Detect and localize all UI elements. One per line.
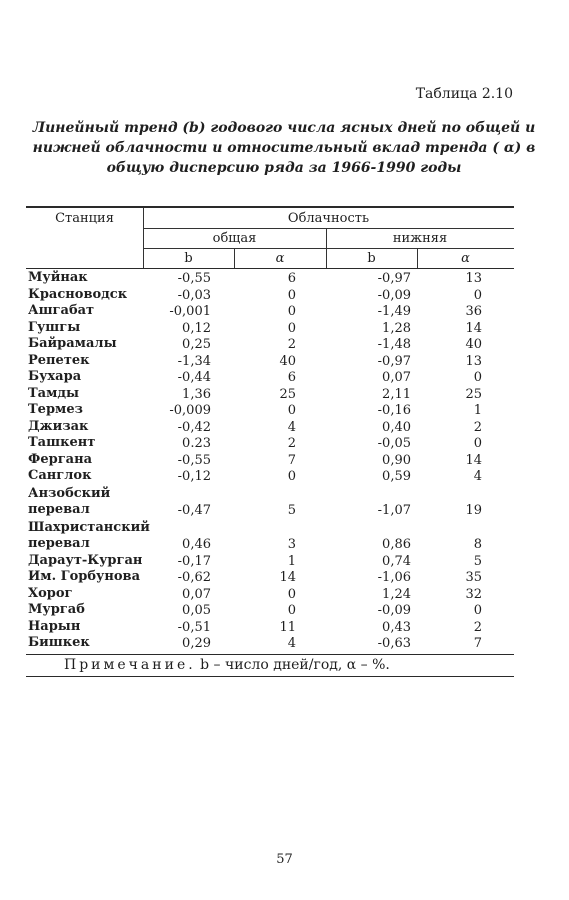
table-row (26, 619, 514, 636)
note-rule (26, 676, 514, 677)
header-cloudiness: Облачность (287, 211, 370, 226)
station-name: Санглок (28, 468, 92, 483)
station-name: Анзобский перевал (28, 485, 111, 517)
cell-alpha-total: 0 (287, 603, 296, 618)
header-b-total: b (184, 251, 193, 266)
table-top-rule (26, 206, 514, 208)
cell-alpha-lower: 19 (465, 502, 482, 518)
cell-alpha-total: 6 (287, 370, 296, 385)
cell-b-lower: -0,97 (377, 353, 411, 369)
cell-alpha-lower: 13 (465, 353, 482, 369)
header-alpha-lower: α (461, 251, 470, 266)
cell-b-lower: -1,48 (377, 337, 411, 352)
station-name: Хорог (28, 585, 73, 601)
cell-b-lower: 0,86 (382, 536, 411, 552)
cell-b-total: -0,03 (177, 287, 211, 303)
cell-alpha-total: 0 (287, 586, 296, 602)
cell-b-lower: 1,24 (382, 586, 411, 602)
table-row (26, 369, 514, 386)
cell-alpha-lower: 4 (473, 469, 482, 484)
cell-alpha-total: 0 (287, 320, 296, 336)
station-name: Шахристанский перевал (28, 519, 150, 551)
cell-b-total: 0,25 (182, 337, 211, 352)
header-total: общая (212, 231, 257, 246)
station-name: Мургаб (28, 602, 85, 617)
cell-alpha-lower: 25 (465, 386, 482, 402)
cell-alpha-lower: 0 (473, 436, 482, 451)
cell-alpha-total: 14 (279, 570, 296, 585)
cell-b-total: -0,51 (177, 619, 211, 635)
cell-b-total: -0,55 (177, 452, 211, 468)
cell-b-lower: -0,97 (377, 271, 411, 286)
station-name: Красноводск (28, 286, 128, 302)
cell-b-lower: 0,90 (382, 452, 411, 468)
cell-b-lower: -0,05 (377, 436, 411, 451)
station-name: Байрамалы (28, 336, 117, 351)
header-b-lower: b (367, 251, 376, 266)
cell-alpha-lower: 7 (473, 636, 482, 651)
cell-b-lower: -1,06 (377, 570, 411, 585)
header-divider (143, 228, 514, 229)
table-row (26, 386, 514, 403)
station-name: Термез (28, 402, 83, 417)
cell-b-lower: 1,28 (382, 320, 411, 336)
cell-alpha-lower: 8 (473, 536, 482, 552)
station-name: Нарын (28, 618, 81, 634)
table-row (26, 402, 514, 419)
table-row (26, 635, 514, 652)
cell-alpha-total: 2 (287, 436, 296, 451)
table-row (26, 602, 514, 619)
cell-alpha-lower: 1 (473, 403, 482, 418)
cell-b-total: 0,29 (182, 636, 211, 651)
table-row (26, 452, 514, 469)
station-name: Репетек (28, 352, 90, 368)
table-row (26, 519, 514, 553)
cell-b-lower: 0,40 (382, 419, 411, 435)
station-name: Бухара (28, 369, 82, 384)
station-name: Бишкек (28, 635, 90, 650)
caption-line: нижней облачности и относительный вклад тренда ( α) в (32, 140, 536, 156)
cell-alpha-total: 25 (279, 386, 296, 402)
cell-alpha-total: 40 (279, 353, 296, 369)
header-station: Станция (55, 211, 114, 226)
cell-alpha-lower: 2 (473, 619, 482, 635)
cell-b-lower: -0,09 (377, 287, 411, 303)
table-row (26, 569, 514, 586)
cell-b-total: -0,17 (177, 553, 211, 569)
station-name: Тамды (28, 385, 80, 401)
cell-alpha-lower: 13 (465, 271, 482, 286)
cell-alpha-total: 1 (287, 553, 296, 569)
cell-alpha-lower: 0 (473, 370, 482, 385)
cell-b-lower: -1,49 (377, 304, 411, 319)
cell-alpha-total: 0 (287, 469, 296, 484)
cell-alpha-total: 11 (279, 619, 296, 635)
cell-b-total: -0,001 (169, 304, 211, 319)
table-row (26, 320, 514, 337)
cell-b-lower: 0,43 (382, 619, 411, 635)
station-name: Фергана (28, 451, 93, 467)
cell-alpha-lower: 14 (465, 452, 482, 468)
header-divider (143, 248, 514, 249)
cell-b-total: -0,44 (177, 370, 211, 385)
cell-alpha-total: 3 (287, 536, 296, 552)
cell-b-lower: 0,59 (382, 469, 411, 484)
table-row (26, 553, 514, 570)
cell-alpha-lower: 2 (473, 419, 482, 435)
table-row (26, 419, 514, 436)
note-label: Примечание. (64, 657, 196, 673)
caption-line: Линейный тренд (b) годового числа ясных дней по общей и (32, 120, 536, 136)
cell-alpha-lower: 35 (465, 570, 482, 585)
cell-alpha-total: 4 (287, 636, 296, 651)
cell-alpha-lower: 36 (465, 304, 482, 319)
table-note (64, 657, 390, 673)
cell-b-total: -0,009 (169, 403, 211, 418)
station-name: Дараут-Курган (28, 552, 143, 568)
table-row (26, 303, 514, 320)
cell-b-total: 0.23 (182, 436, 211, 451)
cell-b-total: 0,46 (182, 536, 211, 552)
table-row (26, 586, 514, 603)
cell-alpha-total: 7 (287, 452, 296, 468)
cell-alpha-lower: 40 (465, 337, 482, 352)
cell-b-lower: 2,11 (382, 386, 411, 402)
caption-line: общую дисперсию ряда за 1966-1990 годы (106, 160, 462, 176)
table-number: Таблица 2.10 (415, 86, 513, 102)
table-caption (28, 118, 540, 178)
table-row (26, 435, 514, 452)
cell-b-total: 0,07 (182, 586, 211, 602)
station-name: Им. Горбунова (28, 569, 140, 584)
cell-alpha-lower: 14 (465, 320, 482, 336)
cell-b-lower: -0,09 (377, 603, 411, 618)
table-row (26, 468, 514, 485)
cell-b-total: -0,42 (177, 419, 211, 435)
cell-b-total: -1,34 (177, 353, 211, 369)
table-bottom-rule (26, 654, 514, 655)
station-name: Джизак (28, 418, 89, 434)
cell-alpha-total: 0 (287, 403, 296, 418)
cell-b-lower: 0,07 (382, 370, 411, 385)
cell-b-total: -0,47 (177, 502, 211, 518)
cell-b-total: -0,12 (177, 469, 211, 484)
cell-alpha-total: 5 (287, 502, 296, 518)
cell-b-total: 0,12 (182, 320, 211, 336)
table-row (26, 270, 514, 287)
cell-alpha-lower: 0 (473, 287, 482, 303)
page-number: 57 (276, 852, 293, 867)
header-lower: нижняя (392, 231, 448, 246)
cell-b-total: 0,05 (182, 603, 211, 618)
station-name: Гушгы (28, 319, 81, 335)
table-header-rule (26, 268, 514, 269)
table-row (26, 287, 514, 304)
station-name: Ташкент (28, 435, 96, 450)
cell-alpha-lower: 0 (473, 603, 482, 618)
cell-b-total: -0,62 (177, 570, 211, 585)
station-name: Муйнак (28, 270, 88, 285)
cell-alpha-total: 6 (287, 271, 296, 286)
table-row (26, 353, 514, 370)
cell-alpha-total: 4 (287, 419, 296, 435)
cell-b-total: 1,36 (182, 386, 211, 402)
cell-alpha-total: 0 (287, 287, 296, 303)
cell-b-total: -0,55 (177, 271, 211, 286)
cell-b-lower: 0,74 (382, 553, 411, 569)
note-text: b – число дней/год, α – %. (195, 657, 390, 673)
table-row (26, 485, 514, 519)
header-alpha-total: α (275, 251, 285, 266)
cell-alpha-lower: 5 (473, 553, 482, 569)
cell-b-lower: -0,63 (377, 636, 411, 651)
station-name: Ашгабат (28, 303, 95, 318)
cell-b-lower: -1,07 (377, 502, 411, 518)
cell-alpha-total: 0 (287, 304, 296, 319)
cell-alpha-lower: 32 (465, 586, 482, 602)
table-row (26, 336, 514, 353)
cell-alpha-total: 2 (287, 337, 296, 352)
cell-b-lower: -0,16 (377, 403, 411, 418)
